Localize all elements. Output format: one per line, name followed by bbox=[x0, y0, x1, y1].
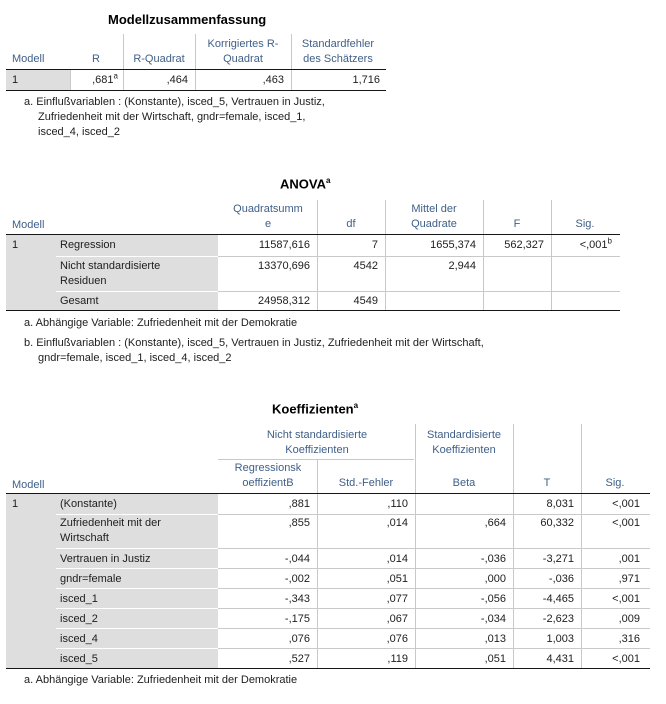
koeff-row-label: isced_2 bbox=[60, 613, 98, 625]
koeff-header-nicht-std-2: Koeffizienten bbox=[285, 444, 349, 456]
koeff-row-b: -,044 bbox=[284, 553, 310, 565]
anova-title bbox=[280, 176, 330, 191]
koeff-row-sig: <,001 bbox=[612, 593, 640, 605]
koeff-row-se: ,014 bbox=[386, 553, 408, 565]
anova-header-df: df bbox=[346, 218, 356, 230]
anova-header-mittel-1: Mittel der bbox=[411, 203, 457, 215]
koeff-row-t: 4,431 bbox=[546, 653, 574, 665]
koeff-row-label: Zufriedenheit mit der bbox=[60, 517, 161, 529]
koeff-header-beta: Beta bbox=[452, 477, 476, 489]
ms-row-r bbox=[72, 73, 118, 88]
ms-footnote-line-2: Zufriedenheit mit der Wirtschaft, gndr=female, isced_1, bbox=[38, 111, 306, 123]
koeff-row-se: ,077 bbox=[386, 593, 408, 605]
anova-row-regression-qs: 11587,616 bbox=[258, 239, 310, 251]
koeff-header-regkoeff-1: Regressionsk bbox=[234, 462, 302, 474]
anova-row-residuen-mittel: 2,944 bbox=[448, 260, 476, 272]
koeff-row-label: isced_4 bbox=[60, 633, 98, 645]
anova-row-gesamt-label: Gesamt bbox=[60, 295, 99, 307]
koeff-row-label-2: Wirtschaft bbox=[60, 532, 109, 544]
ms-header-modell: Modell bbox=[12, 53, 45, 65]
koeff-row-label: gndr=female bbox=[60, 573, 122, 585]
ms-header-se-2: des Schätzers bbox=[303, 53, 373, 65]
koeff-title bbox=[272, 401, 358, 416]
koeff-title-text: Koeffizienten bbox=[272, 401, 354, 417]
anova-footnote-a: a. Abhängige Variable: Zufriedenheit mit der Demokratie bbox=[24, 317, 298, 329]
koeff-row-se: ,067 bbox=[386, 613, 408, 625]
anova-header-qs-1: Quadratsumm bbox=[233, 203, 303, 215]
anova-title-text: ANOVA bbox=[280, 176, 326, 192]
koeff-header-sig: Sig. bbox=[605, 477, 625, 489]
anova-row-regression-sig-value: <,001 bbox=[579, 239, 608, 251]
koeff-title-sup: a bbox=[353, 401, 359, 410]
koeff-row-t: 1,003 bbox=[546, 633, 574, 645]
anova-row-regression-mittel: 1655,374 bbox=[430, 239, 476, 251]
koeff-row-sig: <,001 bbox=[612, 498, 640, 510]
koeff-header-std-2: Koeffizienten bbox=[432, 444, 496, 456]
koeff-row-b: ,855 bbox=[288, 517, 310, 529]
anova-footnote-b-line-2: gndr=female, isced_1, isced_4, isced_2 bbox=[38, 352, 232, 364]
koeff-row-sig: <,001 bbox=[612, 653, 640, 665]
koeff-row-se: ,110 bbox=[387, 498, 408, 510]
koeff-row-label: Vertrauen in Justiz bbox=[60, 553, 151, 565]
ms-footnote-line-1: a. Einflußvariablen : (Konstante), isced_5, Vertrauen in Justiz, bbox=[24, 96, 325, 108]
ms-row-r-quadrat: ,464 bbox=[166, 74, 188, 86]
koeff-row-beta: ,000 bbox=[484, 573, 506, 585]
anova-header-modell: Modell bbox=[12, 219, 45, 231]
ms-row-korr-r-quadrat: ,463 bbox=[262, 74, 284, 86]
koeff-header-nicht-std-1: Nicht standardisierte bbox=[266, 429, 368, 441]
koeff-row-b: -,002 bbox=[284, 573, 310, 585]
anova-row-regression-sig bbox=[552, 238, 612, 253]
ms-row-r-value: ,681 bbox=[92, 74, 114, 86]
koeff-row-b: ,076 bbox=[288, 633, 310, 645]
anova-footnote-b-line-1: b. Einflußvariablen : (Konstante), isced_5, Vertrauen in Justiz, Zufriedenheit mit der Wirtschaft, bbox=[24, 337, 484, 349]
koeff-row-t: 8,031 bbox=[546, 498, 574, 510]
koeff-row-se: ,076 bbox=[386, 633, 408, 645]
koeff-row-b: -,343 bbox=[284, 593, 310, 605]
koeff-row-beta: ,013 bbox=[484, 633, 506, 645]
koeff-row-se: ,014 bbox=[386, 517, 408, 529]
ms-header-se-1: Standardfehler bbox=[301, 38, 375, 50]
anova-row-regression-label: Regression bbox=[60, 239, 116, 251]
koeff-row-t: -,036 bbox=[548, 573, 574, 585]
anova-header-f: F bbox=[513, 218, 521, 230]
koeff-row-beta: -,056 bbox=[480, 593, 506, 605]
koeff-row-b: ,527 bbox=[288, 653, 310, 665]
anova-title-sup: a bbox=[325, 176, 331, 185]
koeff-row-sig: ,316 bbox=[618, 633, 640, 645]
anova-header-mittel-2: Quadrate bbox=[411, 218, 457, 230]
koeff-row-b: ,881 bbox=[288, 498, 310, 510]
koeff-header-modell: Modell bbox=[12, 479, 45, 491]
koeff-row-t: -4,465 bbox=[542, 593, 574, 605]
koeff-row-se: ,119 bbox=[387, 653, 408, 665]
koeff-row-beta: ,664 bbox=[484, 517, 506, 529]
koeff-row-sig: ,001 bbox=[618, 553, 640, 565]
koeff-row-sig: <,001 bbox=[612, 517, 640, 529]
anova-modell: 1 bbox=[12, 239, 19, 251]
anova-row-residuen-label-1: Nicht standardisierte bbox=[60, 260, 161, 272]
anova-row-regression-f: 562,327 bbox=[504, 239, 544, 251]
anova-row-gesamt-qs: 24958,312 bbox=[258, 295, 310, 307]
anova-header-qs-2: e bbox=[264, 218, 272, 230]
anova-row-gesamt-df: 4549 bbox=[353, 295, 378, 307]
koeff-row-sig: ,971 bbox=[618, 573, 640, 585]
koeff-header-t: T bbox=[543, 477, 551, 489]
anova-row-regression-df: 7 bbox=[371, 239, 378, 251]
koeff-row-se: ,051 bbox=[386, 573, 408, 585]
anova-row-residuen-label-2: Residuen bbox=[60, 275, 107, 287]
koeff-row-t: 60,332 bbox=[540, 517, 574, 529]
koeff-row-beta: ,051 bbox=[484, 653, 506, 665]
koeff-row-beta: -,034 bbox=[480, 613, 506, 625]
anova-header-sig: Sig. bbox=[575, 218, 595, 230]
ms-header-korr-2: Quadrat bbox=[223, 53, 263, 65]
koeff-row-beta: -,036 bbox=[480, 553, 506, 565]
koeff-header-stdfehler: Std.-Fehler bbox=[338, 477, 394, 489]
koeff-footnote: a. Abhängige Variable: Zufriedenheit mit der Demokratie bbox=[24, 674, 298, 686]
koeff-row-b: -,175 bbox=[284, 613, 310, 625]
koeff-row-sig: ,009 bbox=[618, 613, 640, 625]
anova-row-regression-sig-sup: b bbox=[607, 236, 612, 246]
koeff-header-regkoeff-2: oeffizientB bbox=[242, 477, 294, 489]
koeff-row-t: -2,623 bbox=[542, 613, 574, 625]
ms-row-modell: 1 bbox=[12, 74, 19, 86]
koeff-row-label: isced_1 bbox=[60, 593, 98, 605]
ms-row-r-sup: a bbox=[113, 71, 118, 81]
ms-header-r-quadrat: R-Quadrat bbox=[133, 53, 185, 65]
koeff-row-t: -3,271 bbox=[542, 553, 574, 565]
ms-header-korr-1: Korrigiertes R- bbox=[207, 38, 279, 50]
anova-row-residuen-df: 4542 bbox=[353, 260, 378, 272]
koeff-header-std-1: Standardisierte bbox=[427, 429, 501, 441]
koeff-row-label: isced_5 bbox=[60, 653, 98, 665]
koeff-modell: 1 bbox=[12, 498, 19, 510]
ms-header-r: R bbox=[92, 53, 100, 65]
ms-footnote-line-3: isced_4, isced_2 bbox=[38, 126, 120, 138]
anova-row-residuen-qs: 13370,696 bbox=[258, 260, 310, 272]
koeff-row-label: (Konstante) bbox=[60, 498, 117, 510]
ms-row-standardfehler: 1,716 bbox=[352, 74, 380, 86]
model-summary-title: Modellzusammenfassung bbox=[108, 12, 267, 27]
